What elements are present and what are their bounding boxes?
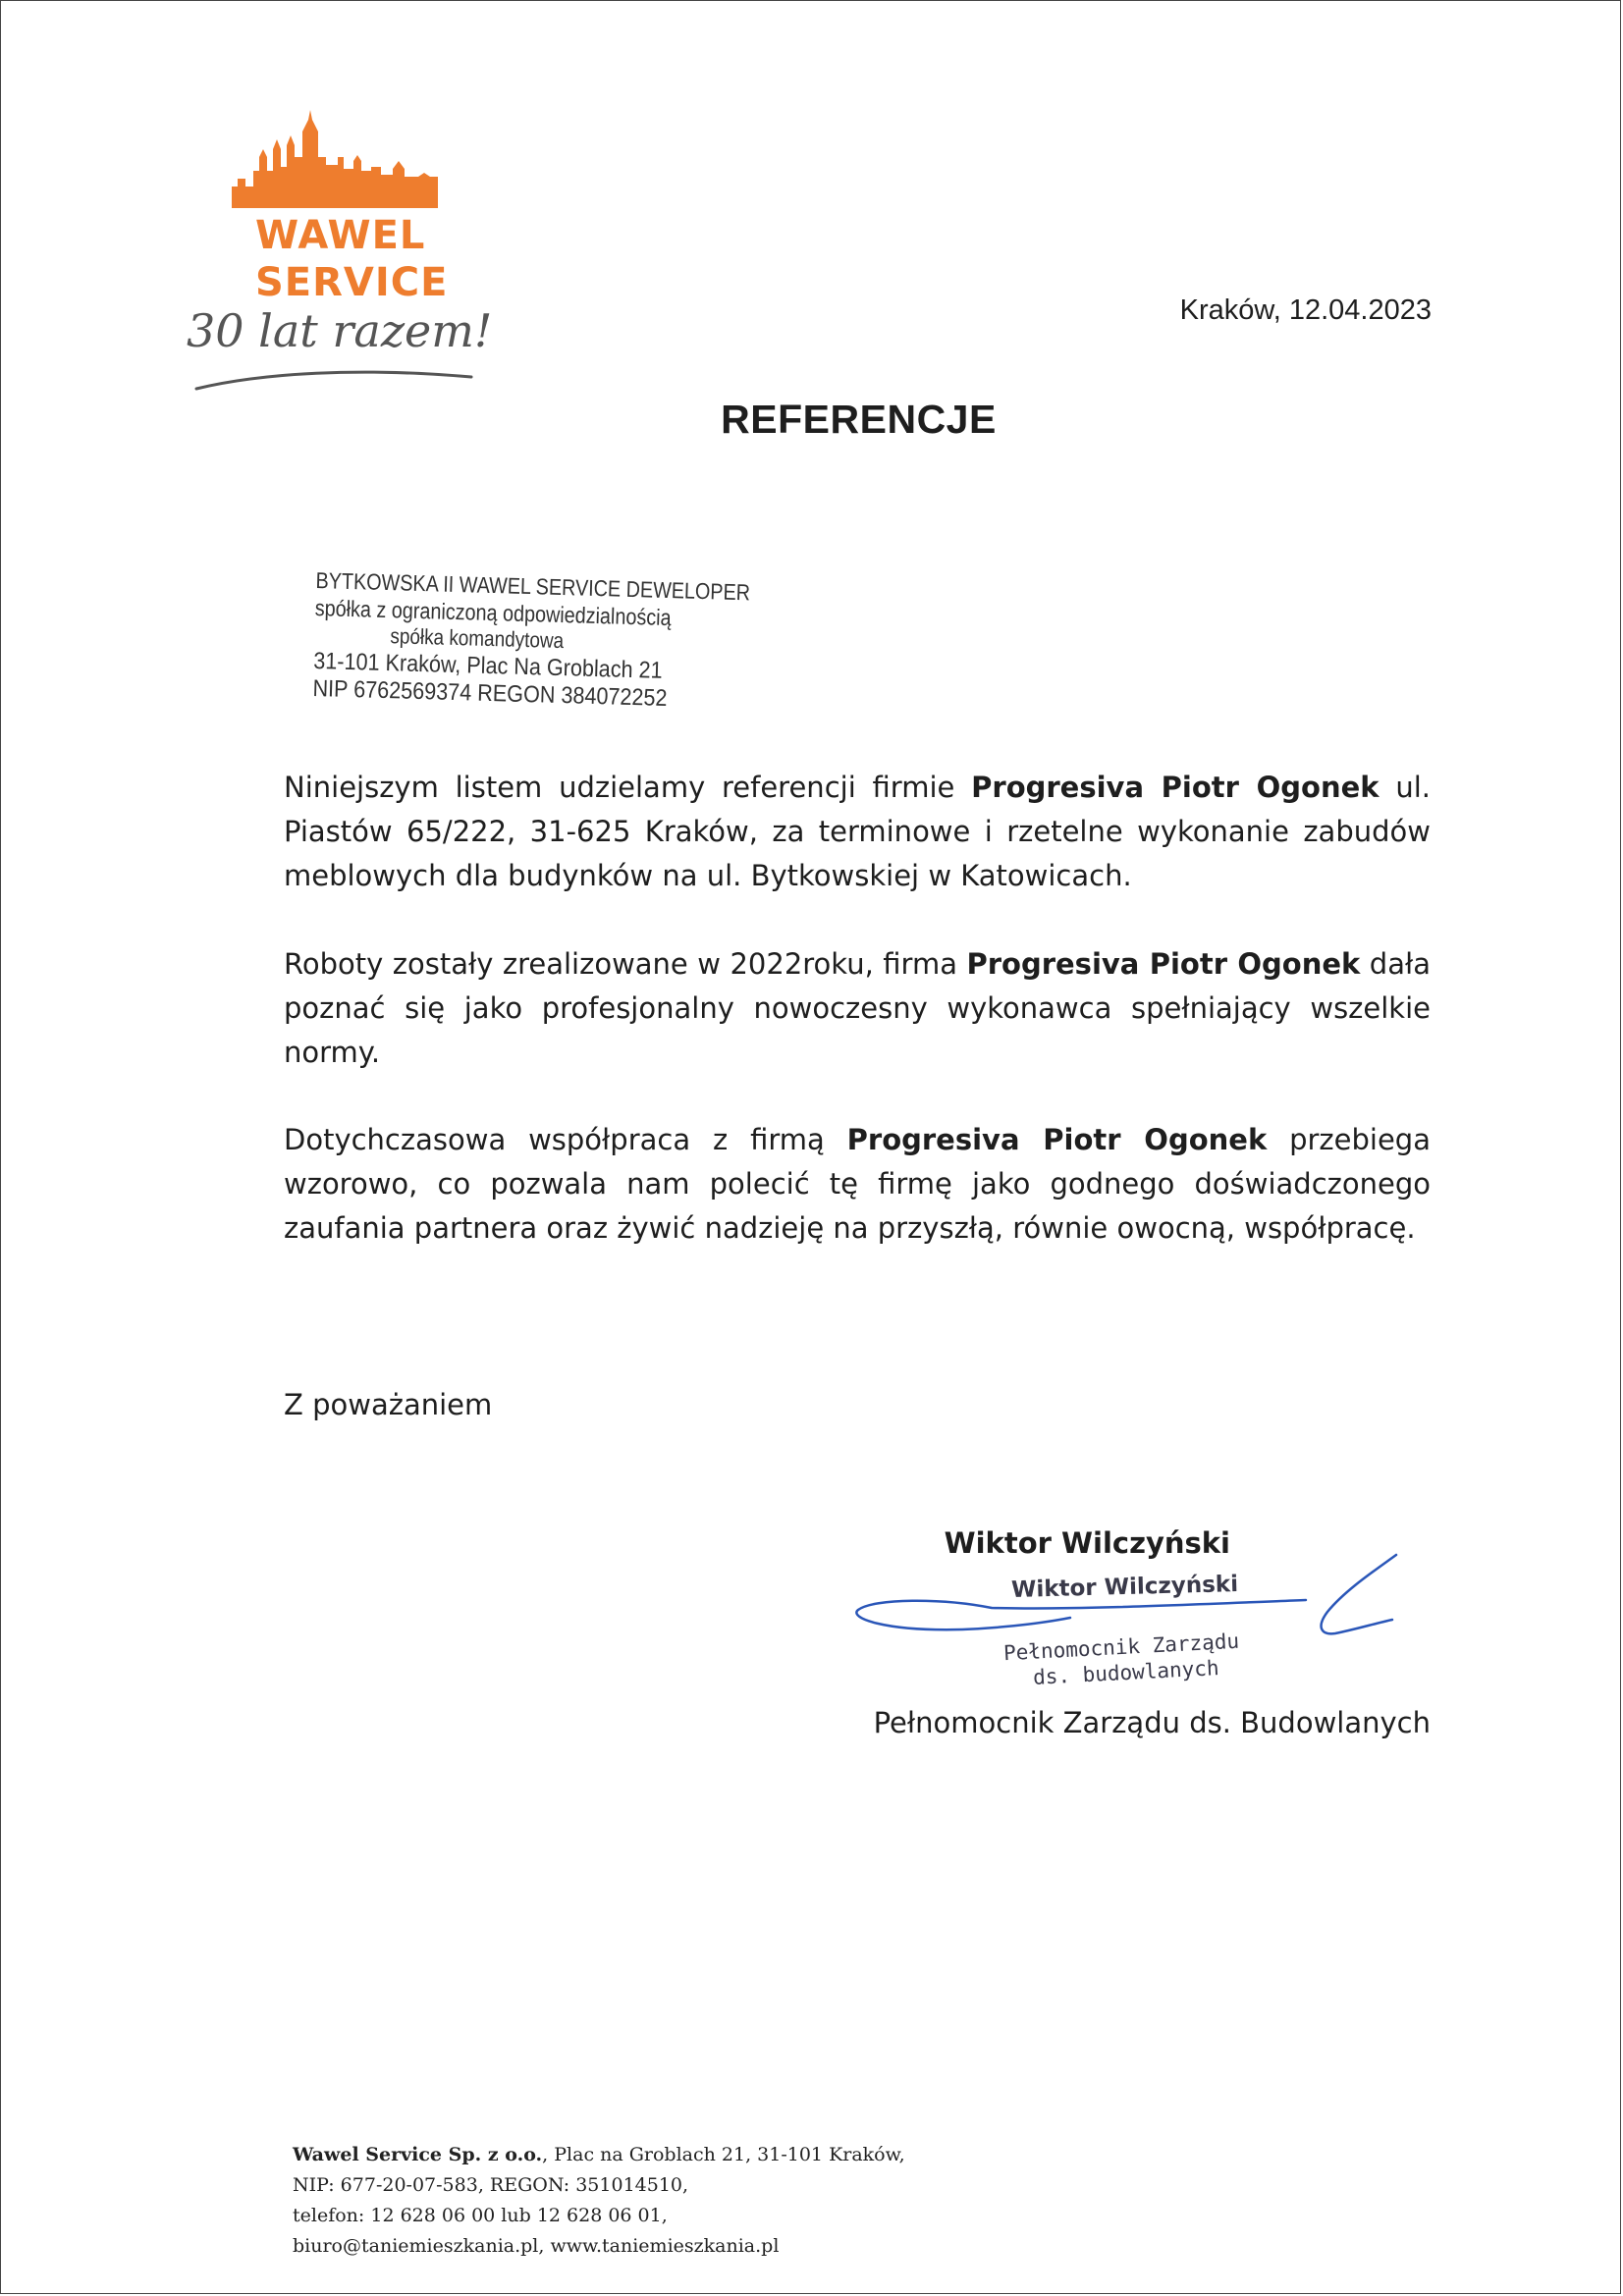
castle-logo-icon [232,110,438,208]
footer-company-name: Wawel Service Sp. z o.o. [293,2144,543,2165]
stamp-line: 31-101 Kraków, Plac Na Groblach 21 [312,647,663,684]
company-logo [187,110,511,404]
signature-stamp-name: Wiktor Wilczyński [1010,1571,1239,1604]
signer-name: Wiktor Wilczyński [944,1526,1230,1560]
stamp-line: NIP 6762569374 REGON 384072252 [312,675,668,713]
company-name: Progresiva Piotr Ogonek [971,771,1380,804]
stamp-line: spółka z ograniczoną odpowiedzialnością [314,594,672,630]
footer-line-phone: telefon: 12 628 06 00 lub 12 628 06 01, [293,2205,668,2226]
company-name: Progresiva Piotr Ogonek [846,1123,1268,1156]
brand-name-line2: SERVICE [255,260,449,305]
logo-tagline: 30 lat razem! [187,304,493,357]
handwritten-signature-icon [844,1551,1404,1669]
signature-stamp-role: Pełnomocnik Zarządu [1002,1629,1240,1666]
stamp-line: BYTKOWSKA II WAWEL SERVICE DEWELOPER [315,567,751,606]
footer-line-company [293,2140,905,2170]
paragraph-text: dała poznać się jako profesjonalny nowoczesny wykonawca spełniający wszelkie normy. [284,947,1431,1069]
company-stamp [312,567,751,715]
company-name: Progresiva Piotr Ogonek [966,947,1361,981]
letter-date: Kraków, 12.04.2023 [1179,294,1432,326]
footer-address: , Plac na Groblach 21, 31-101 Kraków, [542,2144,905,2165]
paragraph-text: Niniejszym listem udzielamy referencji firmie [284,771,972,804]
stamp-line: spółka komandytowa [390,623,565,654]
paragraph-text: Roboty zostały zrealizowane w 2022roku, firma [284,947,967,981]
company-footer [293,2140,905,2262]
body-paragraph-2 [284,942,1431,1075]
paragraph-text: przebiega wzorowo, co pozwala nam polecić tę firmę jako godnego doświadczonego zaufania partnera oraz żywić nadzieję na przyszłą, równie owocną, współpracę. [284,1123,1431,1245]
body-paragraph-1 [284,766,1431,898]
body-paragraph-3 [284,1118,1431,1251]
signer-role: Pełnomocnik Zarządu ds. Budowlanych [873,1706,1431,1739]
brand-name-line1: WAWEL [255,213,426,258]
paragraph-text: Dotychczasowa współpraca z firmą [284,1123,847,1156]
signature-stamp-role: ds. budowlanych [1032,1656,1220,1689]
document-title-text: REFERENCJE [721,397,997,442]
document-title [0,397,1623,443]
footer-line-web: biuro@taniemieszkania.pl, www.taniemieszkania.pl [293,2235,780,2257]
footer-line-ids: NIP: 677-20-07-583, REGON: 351014510, [293,2174,689,2196]
closing-salutation: Z poważaniem [284,1388,493,1421]
tagline-underline-icon [192,363,477,393]
paragraph-text: ul. Piastów 65/222, 31-625 Kraków, za terminowe i rzetelne wykonanie zabudów meblowych dla budynków na ul. Bytkowskiej w Katowicach. [284,771,1431,892]
